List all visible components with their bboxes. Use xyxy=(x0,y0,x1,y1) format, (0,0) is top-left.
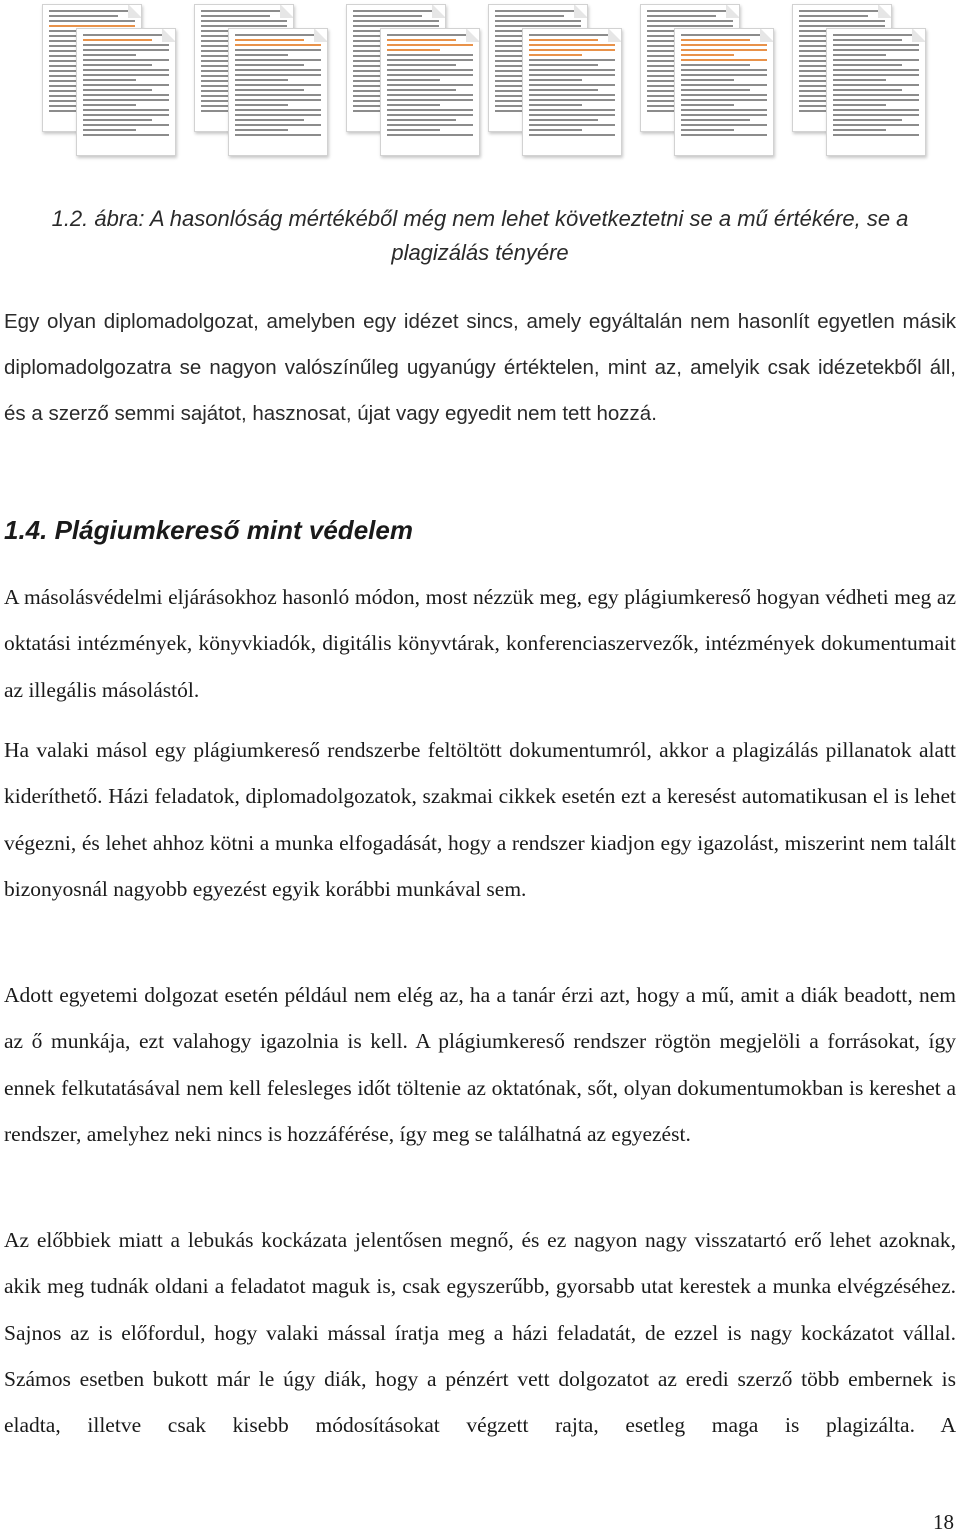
document-icon xyxy=(228,28,328,156)
figure-caption-line-1: 1.2. ábra: A hasonlóság mértékéből még nem lehet következtetni se a mű értékére, se a xyxy=(51,206,909,231)
figure-document-pairs xyxy=(0,0,960,165)
document-pair-icon xyxy=(486,2,628,162)
paragraph-1: A másolásvédelmi eljárásokhoz hasonló módon, most nézzük meg, egy plágiumkereső hogyan védheti meg az oktatási intézmények, könyvkiadók, digitális könyvtárak, konferenciaszervezők, intézmények dokumentumait az illegális másolástól. xyxy=(4,585,956,702)
document-pair-icon xyxy=(344,2,486,162)
figure-caption-line-2: plagizálás tényére xyxy=(391,240,569,265)
paragraph-2: Ha valaki másol egy plágiumkereső rendszerbe feltöltött dokumentumról, akkor a plagizálás pillanatok alatt kideríthető. Házi feladatok, diplomadolgozatok, szakmai cikkek esetén ezt a keresést automatikusan el is lehet végezni, és lehet ahhoz kötni a munka elfogadását, hogy a rendszer kiadjon egy igazolást, miszerint nem talált bizonyosnál nagyobb egyezést egyik korábbi munkával sem. xyxy=(4,738,956,901)
document-icon xyxy=(522,28,622,156)
page-number: 18 xyxy=(933,1510,954,1534)
document-pair-icon xyxy=(192,2,334,162)
paragraph-4: Az előbbiek miatt a lebukás kockázata jelentősen megnő, és ez nagyon nagy visszatartó erő lehet azoknak, akik meg tudnák oldani a feladatot maguk is, csak egyszerűbb, gyorsabb utat kerestek a munka elvégzéséhez. Sajnos az is előfordul, hogy valaki mással íratja meg a házi feladatát, de ezzel is nagy kockázatot vállal. Számos esetben bukott már le úgy diák, hogy a pénzért vett dolgozatot az eredi szerző több embernek is eladta, illetve csak kisebb módosításokat végzett rajta, esetleg maga is plagizálta. A xyxy=(4,1228,956,1438)
intro-paragraph: Egy olyan diplomadolgozat, amelyben egy idézet sincs, amely egyáltalán nem hasonlít egyetlen másik diplomadolgozatra se nagyon valószínűleg ugyanúgy értéktelen, mint az, amelyik csak idézetekből áll, és a szerző semmi sajátot, hasznosat, újat vagy egyedit nem tett hozzá. xyxy=(4,310,956,425)
document-pair-icon xyxy=(40,2,182,162)
document-icon xyxy=(674,28,774,156)
document-pair-icon xyxy=(638,2,780,162)
document-icon xyxy=(76,28,176,156)
document-pair-icon xyxy=(790,2,932,162)
document-icon xyxy=(380,28,480,156)
paragraph-3: Adott egyetemi dolgozat esetén például nem elég az, ha a tanár érzi azt, hogy a mű, amit a diák beadott, nem az ő munkája, ezt valahogy igazolnia is kell. A plágiumkereső rendszer rögtön megjelöli a forrásokat, így ennek felkutatásával nem kell felesleges időt töltenie az oktatónak, sőt, olyan dokumentumokban is kereshet a rendszer, amelyhez neki nincs is hozzáférése, így meg se találhatná az egyezést. xyxy=(4,983,956,1146)
document-icon xyxy=(826,28,926,156)
section-heading: 1.4. Plágiumkereső mint védelem xyxy=(4,515,413,545)
